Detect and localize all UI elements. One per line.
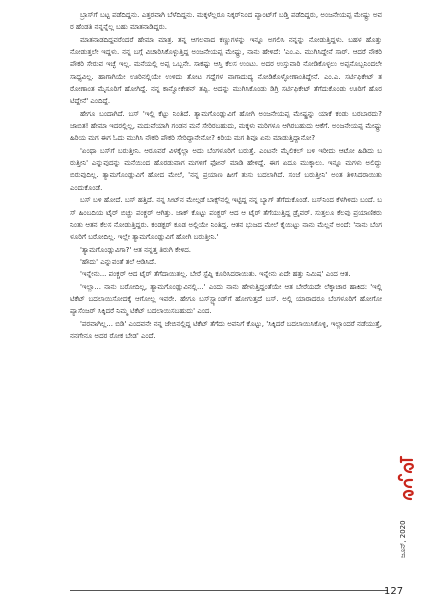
paragraph: ಹೇಗೂ ಬಂದಾಗಿದೆ. ಬಸ್ 'ಇಲ್ಲಿ ಕೆಟ್ಟು ನಿಂತಿದೆ. ತ್ಯಾಮಗೊಂಡ್ಲುವಿಗೆ ಹೋಗಿ ಅಂಜನೇಯಪ್ಪ ಮೇಷ್ಟ್ರನ್ನು ಯಾಕೆ ಕಂಡು ಬರಬಾರದು? ಜಾಬಿತ! ಹೇಮಾ ಇದರಲ್ಲಿಲ್ಲ, ಮದುವೆಯಾಗಿ ಗಂಡನ ಮನೆ ಸೇರಿರಬಹುದು, ಮಕ್ಕಳು ಮರಿಗಳೂ ಆಗಿರಬಹುದು ಆಕೆಗೆ. ಅಂಜನೇಯಪ್ಪ ಮೇಷ್ಟ್ರು ಹಿರಿಯ ಮಗ ಈಗ ಓದು ಮುಗಿಸಿ ನೌಕರಿ ಪೌಕರಿ ಸೇರಿದ್ದಾನೇನೋ? ಕಿರಿಯ ಮಗ ಶಿವೂ ಏನು ಮಾಡುತ್ತಿದ್ದಾನೋ? bbox=[70, 109, 382, 143]
paragraph: 'ಏಂಥಾ ಬಸ್‌ಗೆ ಬರುತ್ತೀನಿ. ಆರೂವರೆ ವಿಳಕ್ಕೆಲ್ಲಾ ಅದು ಬೆಂಗಳೂರಿಗೆ ಬರುತ್ತೆ. ಎಂಟನೇ ಮೈಲಿಕಲ್ ಬಳಿ ಇರೀದು ಆಟೋ ಹಿಡಿದು ಬರುತ್ತೀನಿ' ಎನ್ನುವುದನ್ನು ಮನೆಯಿಂದ ಹೊರಡುವಾಗ ಮಗಳಿಗೆ ಫೋನ್ ಮಾಡಿ ಹೇಳಿದ್ದೆ. ಈಗ ಏದೂ ಮುಕ್ಕಾಲು. ಇನ್ನೂ ಮಗಳು ಅಲಿದ್ದು ಬಿರುವುದಿಲ್ಲ. ತ್ಯಾಮಗೊಂಡ್ಲುವಿಗೆ ಹೋದ ಮೇಲೆ, 'ನನ್ನ ಪ್ರಯಾಣ ಹೀಗೆ ತುಸು ಬದಲಾಗಿದೆ. ಸಂಜೆ ಬರುತ್ತೀನಿ' ಅಂತ ತಿಳಿಸಿದರಾಯಿತು ಎಂದುಕೊಂಡೆ. bbox=[70, 146, 382, 192]
masthead-glyph-4 bbox=[401, 457, 412, 462]
issue-date: ಜೂನ್, 2020 bbox=[399, 520, 407, 558]
article-body bbox=[70, 9, 382, 342]
paragraph: 'ಇನ್ನೇನು... ಪಂಕ್ಚರ್ ಆದ ಟೈರ್ ತೆಗೆದಾಯಿತಲ್ಲ. ಬೇರೆ ಸ್ಟೆಪ್ನಿ ಕೂರಿಸಿದರಾಯಿತು. ಇನ್ನೇನು ಏದೇ ಹತ್ತು ನಿಮಿಷ' ಎಂದ ಆತ. bbox=[80, 270, 351, 279]
paragraph: ಮಾತನಾಡದಿದ್ದವರೆಂದರೆ ಹೇಮಾ ಮಾತ್ರ. ತನ್ನ ಆಗಲವಾದ ಕಣ್ಣುಗಳನ್ನು ಇನ್ನೂ ಅಗಲಿಸಿ ನನ್ನನ್ನು ನೋಡುತ್ತಿದ್ದಳು. ಬಹಳ ಹೊತ್ತು ನೋಡುತ್ತಲೇ ಇದ್ದಳು. ನನ್ನ ಬಗ್ಗೆ ವಿಚಾರಿಸಿಕೊಳ್ಳುತ್ತಿದ್ದ ಅಂಜನೇಯಪ್ಪ ಮೇಷ್ಟ್ರು, ನಾನು ಹೇಳಿದೆ: 'ಎಂ.ಎ. ಮುಗಿಸಿದ್ದೇನೆ ಸಾರ್. ಆದರೆ ನೌಕರಿ ಪೌಕರಿ ಸೇರುವ ಇಚ್ಛೆ ಇಲ್ಲ. ಮನೆಯಲ್ಲಿ ಅಪ್ಪ ಒಬ್ಬನೇ. ಸಾಕಷ್ಟು ಆಸ್ತಿ ಕೆಲಸ ಉಂಟು. ಅದರ ಉಸ್ತುವಾರಿ ನೋಡಿಕೊಳ್ಳಲು ಅಪ್ಪನೊಬ್ಬನಿಂದಲೇ ಸಾಧ್ಯವಿಲ್ಲ. ಹಾಗಾಗಿಯೇ ಊರಿನಲ್ಲಿಯೇ ಉಳಿದು ತೋಟ ಗದ್ದೆಗಳ ವಾಗಾದುದ್ಯ ನೋಡಿಕೊಳ್ಳೋಣಾಂತಿದ್ದೇನೆ. ಎಂ.ಎ. ಸರ್ಟಿಫಿಕೇಟ್ ತರೋಣಾಂತ ಮೈಸೂರಿಗೆ ಹೋಗಿದ್ದೆ. ನನ್ನ ಕಾನ್ವೋಕೇಶನ್ ತಪ್ಪಿ. ಅದನ್ನು ಮುಗಿಸಿಕೊಂಡು ಡಿಗ್ರಿ ಸರ್ಟಿಫಿಕೇಟ್ ತೆಗೆದುಕೊಂಡು ಊರಿಗೆ ಹೊರಟಿದ್ದೇನೆ' ಎಂದಿದ್ದೆ. bbox=[70, 35, 382, 106]
masthead-glyph-2 bbox=[399, 475, 412, 487]
paragraph: 'ಇಲ್ಲಾ... ನಾನು ಬರೋದಿಲ್ಲ, ತ್ಯಾಮಗೊಂಡ್ಲುವಿನಲ್ಲಿ...' ಎಂದು ನಾನು ಹೇಳುತ್ತಿದ್ದಂತೆಯೇ ಆತ ಬೇರೆಯದೇ ಲೆಕ್ಕಾಚಾರ ಹಾಕಿದ: 'ಇಲ್ಲಿ ಟಿಕೆಟ್ ಬದಲಾಯಿಸೋದಕ್ಕೆ ಆಗೋಲ್ಲ ಇವರೇ. ಹೇಗೂ ಬಸ್‌ಸ್ಟ್ಯಾಂಡ್‌ಗೆ ಹೋಗುತ್ತದೆ ಬಸ್. ಅಲ್ಲಿ ಯಾರಾದರೂ ಬೆಂಗಳೂರಿಗೆ ಹೋಗೋ ಪ್ಯಾಸೆಂಜರ್ ಸಿಕ್ಕಿದರೆ ನಿಮ್ಮ ಟಿಕೆಟ್ ಬದಲಾಯಿಸಬಹುದು' ಎಂದ. bbox=[70, 282, 382, 316]
footer-rule bbox=[70, 590, 388, 591]
paragraph: 'ಹೌದು' ಎನ್ನುವಂತೆ ತಲೆ ಆಡಿಸಿದೆ. bbox=[80, 257, 157, 266]
paragraph: 'ತ್ಯಾಮಗೊಂಡ್ಲುವಿಗಾ?' ಆತ ನನ್ನತ್ತ ತಿರುಗಿ ಕೇಳಿದ. bbox=[80, 245, 192, 254]
paragraph: 'ಪರವಾಗಿಲ್ಲ... ಬಿಡಿ' ಎಂದವನೇ ನನ್ನ ಜೇಬಿನಲ್ಲಿದ್ದ ಟಿಕೆಟ್ ತೆಗೆದು ಅವನಿಗೆ ಕೊಟ್ಟು, 'ಸಿಕ್ಕಿದರೆ ಬದಲಾಯಿಸಿಕೊಳ್ಳಿ, ಇಲ್ಲಾಂದರೆ ನಡೆಯುತ್ತೆ, ನನಗೇನೂ ಅದರ ರೋಕ ಬೇಡ' ಎಂದೆ. bbox=[70, 319, 382, 340]
masthead-logo bbox=[397, 455, 415, 501]
page-number: 127 bbox=[384, 586, 404, 597]
paragraph: ಬಸ್ ಬಳಿ ಹೋದೆ. ಬಸ್ ಹತ್ತಿದೆ. ನನ್ನ ಸೀಟ್‌ನ ಮೇಲ್ಗಡೆ ಬಾಕ್ಸ್‌ನಲ್ಲಿ ಇಟ್ಟಿದ್ದ ನನ್ನ ಬ್ಯಾಗ್ ತೆಗೆದುಕೊಂಡೆ. ಬಸ್‌ನಿಂದ ಕೆಳಗಿಳಿದು ಬಂದೆ. ಬಸ್ ಹಿಂಬದಿಯ ಟೈರ್ ಬಿಚ್ಚು ಪಂಕ್ಚರ್ ಆಗಿತ್ತು. ಜಾಕ್ ಕೊಟ್ಟು ಪಂಕ್ಚರ್ ಆದ ಆ ಟೈರ್ ತೆಗೆಯುತ್ತಿದ್ದ ಡ್ರೈವರ್. ಸುತ್ತಲೂ ಕೆಲವು ಪ್ರಯಾಣಿಕರು ನಿಂತು ಆತನ ಕೆಲಸ ನೋಡುತ್ತಿದ್ದರು. ಕಂಡಕ್ಟರ್ ಕೂಡ ಅಲ್ಲಿಯೇ ನಿಂತಿದ್ದ. ಆತನ ಭುಜದ ಮೇಲೆ ಕೈಯಿಟ್ಟು ನಾನು ಮೆಲ್ಲನೆ ಅಂದೆ: 'ನಾನು ಬೆಂಗಳೂರಿಗೆ ಬರೋದಿಲ್ಲ. ಇಲ್ಲೇ ತ್ಯಾಮಗೊಂಡ್ಲುವಿಗೆ ಹೋಗಿ ಬರುತ್ತೀನಿ.' bbox=[70, 196, 382, 242]
masthead-glyph-3 bbox=[405, 464, 413, 472]
masthead-glyph-1 bbox=[404, 491, 413, 499]
paragraph: ಬ್ರಾಸ್‌ಗೆ ಬಟ್ಟ ಪಡೆದಿದ್ದನು. ಎತ್ತರವಾಗಿ ಬೆಳೆದಿದ್ದನು. ಮಕ್ಕಳೆಲ್ಲರೂ ನಿಕ್ಕರ್‌ನಿಂದ ಪ್ಯಾಂಟ್‌ಗೆ ಬಡ್ತಿ ಪಡೆದಿದ್ದರು, ಅಂಜನೇಯಪ್ಪ ಮೇಷ್ಟ್ರು ಅವರ ಹೆಂಡತಿ ನನ್ನನ್ನೆಲ್ಲ ಬಹು ಮಾತನಾಡಿದ್ದರು. bbox=[70, 11, 382, 32]
